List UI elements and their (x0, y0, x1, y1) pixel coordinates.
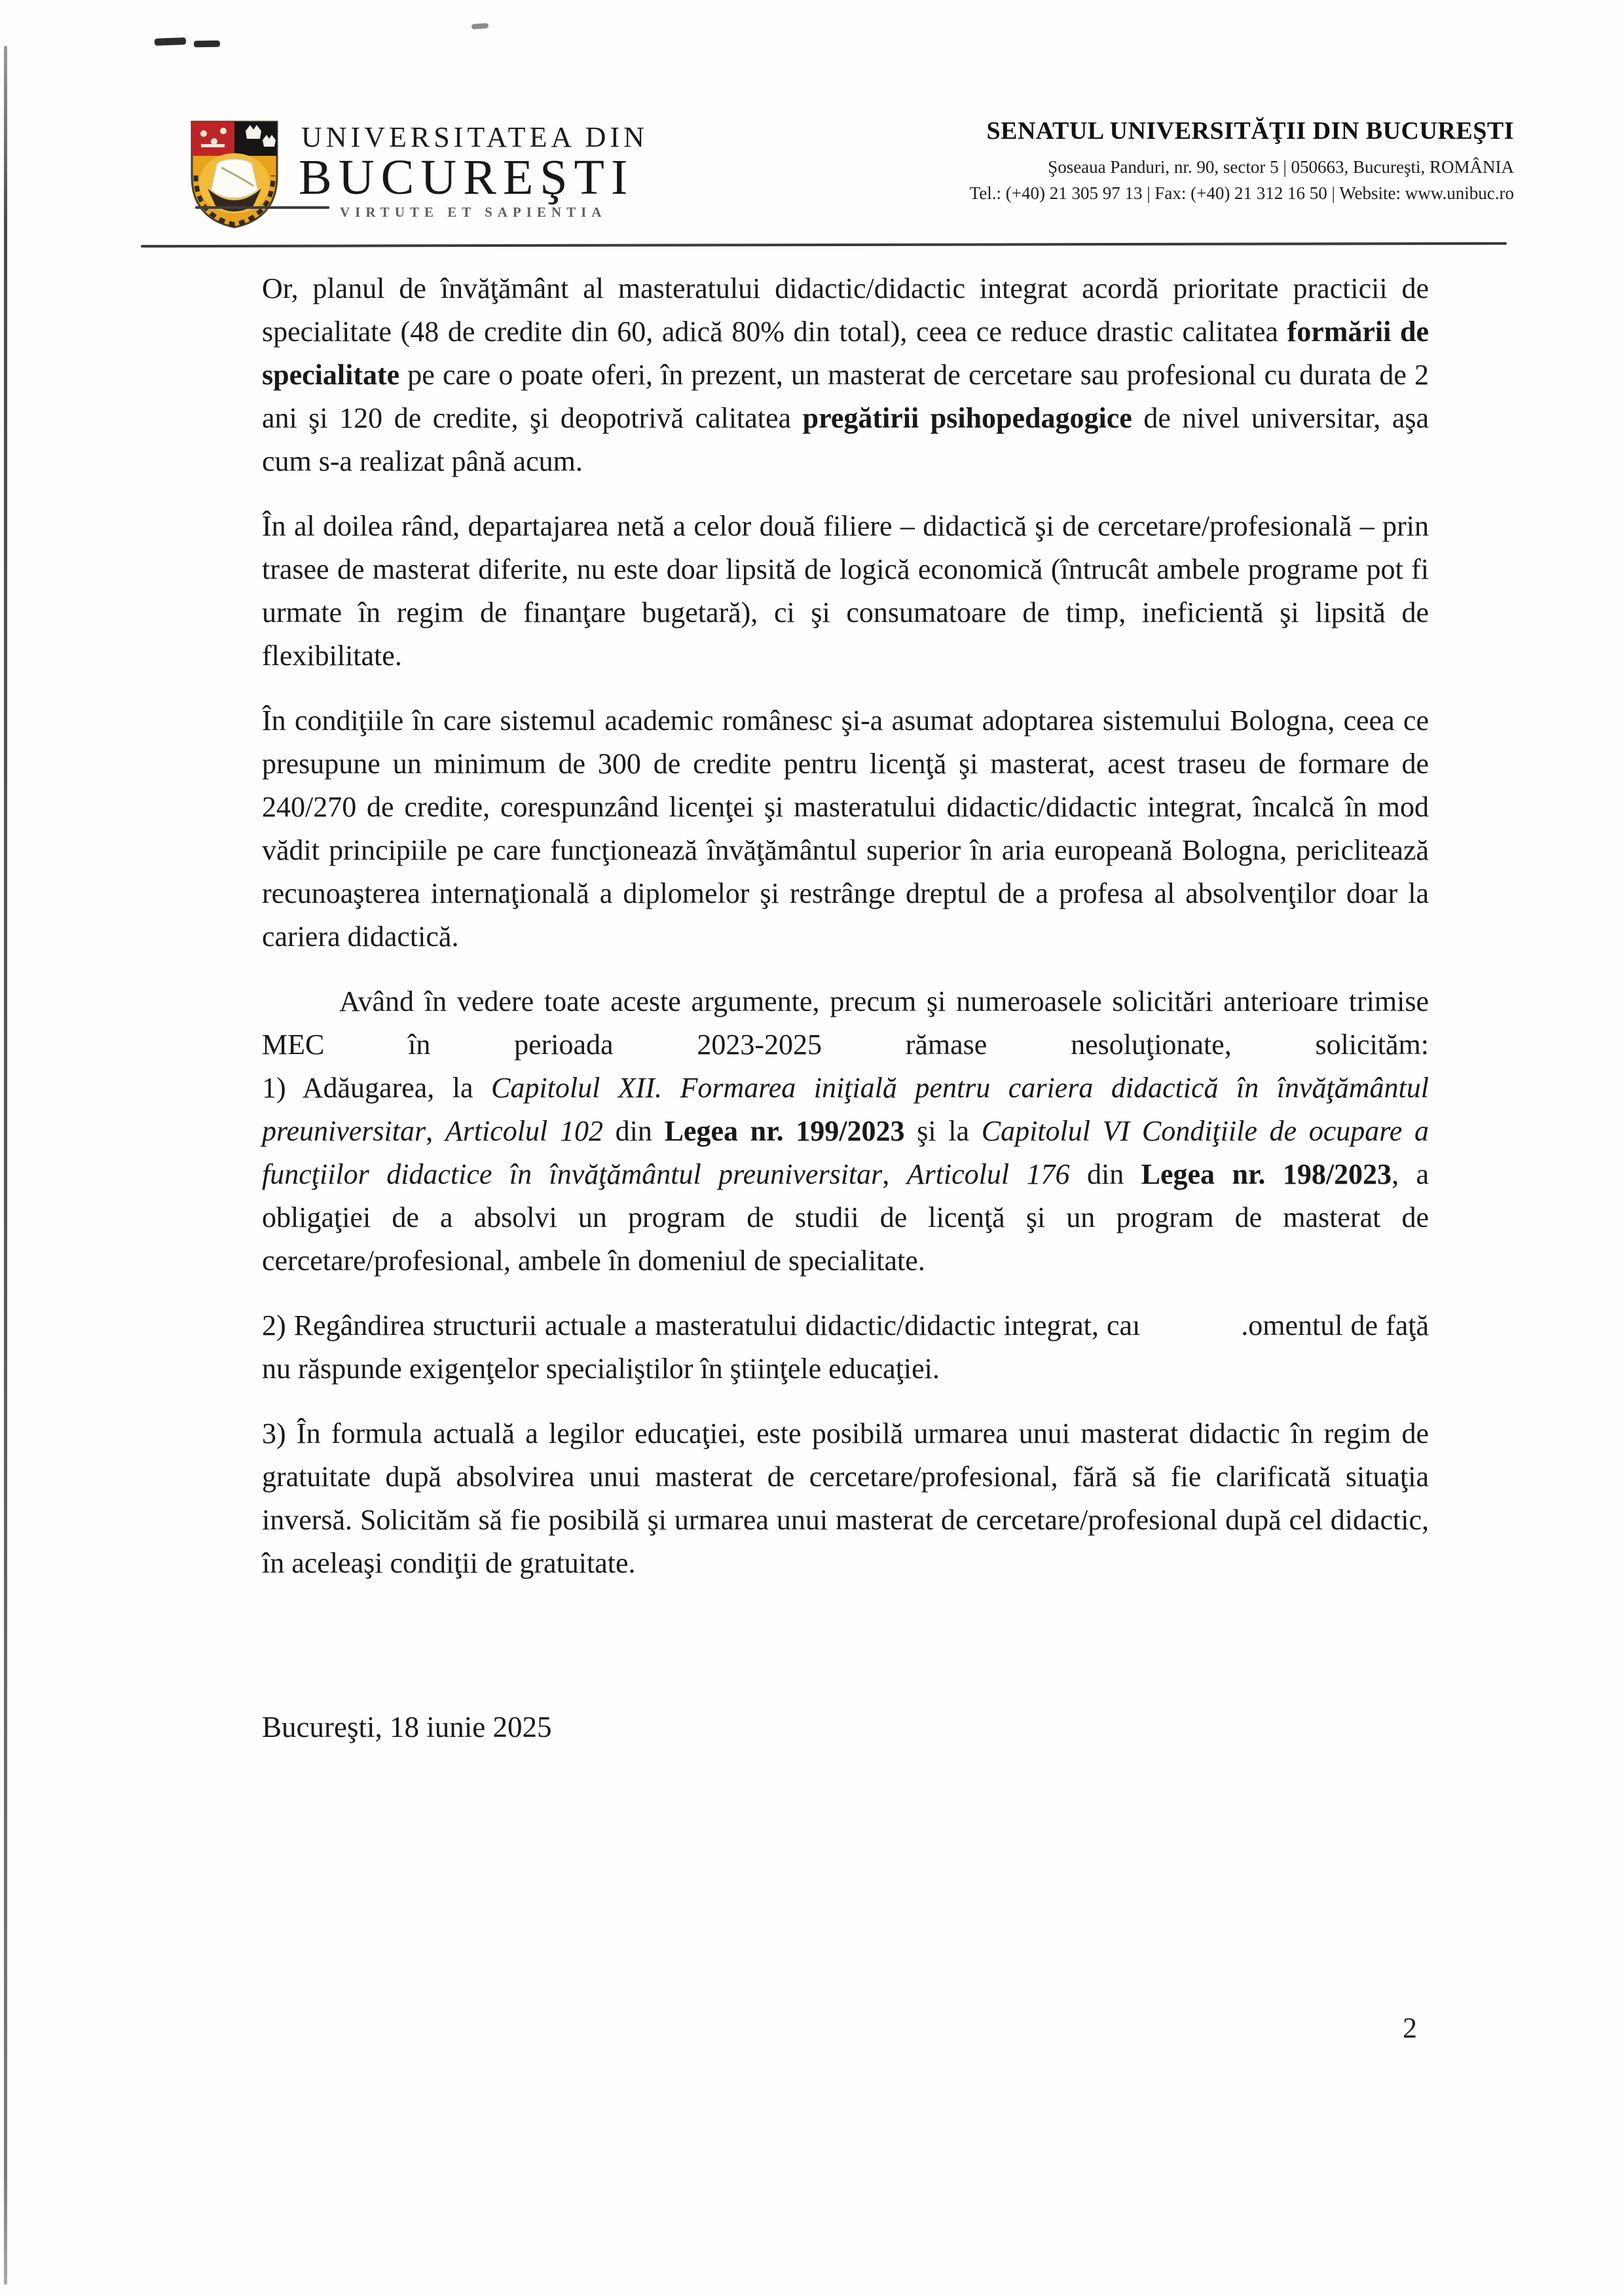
motto-divider-line (195, 206, 329, 209)
list-item-3: 3) În formula actuală a legilor educaţiei, este posibilă urmarea unui masterat didactic în regim de gratuitate după absolvirea unui masterat de cercetare/profesional, fără să fie clarificată situaţia inversă. Solicităm să fie posibilă şi urmarea unui masterat de cercetare/profesional după cel didactic, în aceleaşi condiţii de gratuitate. (262, 1417, 1429, 1579)
senate-title: SENATUL UNIVERSITĂŢII DIN BUCUREŞTI (986, 117, 1514, 145)
letter-body (262, 267, 1429, 1585)
paragraph-1: Or, planul de învăţământ al masteratului didactic/didactic integrat acordă prioritate practicii de specialitate (48 de credite din 60, adică 80% din total), ceea ce reduce drastic calitatea formării de specialitate pe care o poate oferi, în prezent, un masterat de cercetare sau profesional cu durata de 2 ani şi 120 de credite, şi deopotrivă calitatea pregătirii psihopedagogice de nivel universitar, aşa cum s-a realizat până acum. (262, 272, 1430, 477)
list-item-1: 1) Adăugarea, la Capitolul XII. Formarea iniţială pentru cariera didactică în învăţământul preuniversitar, Articolul 102 din Legea nr. 199/2023 şi la Capitolul VI Condiţiile de ocupare a funcţiilor didactice în învăţământul preuniversitar, Articolul 176 din Legea nr. 198/2023, a obligaţiei de a absolvi un program de studii de licenţă şi un program de masterat de cercetare/profesional, ambele în domeniul de specialitate. (262, 1072, 1430, 1277)
date-place-line: Bucureşti, 18 iunie 2025 (262, 1711, 552, 1743)
scan-mark (194, 41, 220, 48)
paragraph-3: În condiţiile în care sistemul academic românesc şi-a asumat adoptarea sistemului Bologna, ceea ce presupune un minimum de 300 de credite pentru licenţă şi masterat, acest traseu de formare de 240/270 de credite, corespunzând licenţei şi masteratului didactic/didactic integrat, încalcă în mod vădit principiile pe care funcţionează învăţământul superior în aria europeană Bologna, periclitează recunoaşterea internaţională a diplomelor şi restrânge dreptul de a profesa al absolvenţilor doar la cariera didactică. (262, 704, 1429, 953)
university-name-line2: BUCUREŞTI (299, 150, 635, 205)
senate-block (970, 117, 1514, 204)
page-number: 2 (1403, 2012, 1417, 2044)
header-divider (141, 242, 1507, 247)
senate-address: Şoseaua Panduri, nr. 90, sector 5 | 050663, Bucureşti, ROMÂNIA (1048, 157, 1514, 177)
motto (195, 204, 606, 221)
paragraph-4-intro: Având în vedere toate aceste argumente, precum şi numeroasele solicitări anterioare trimise MEC în perioada 2023-2025 rămase nesoluţionate, solicităm: (262, 985, 1429, 1061)
scan-edge-artifact (4, 46, 7, 2285)
paragraph-2: În al doilea rând, departajarea netă a celor două filiere – didactică şi de cercetare/profesională – prin trasee de masterat diferite, nu este doar lipsită de logică economică (întrucât ambele programe pot fi urmate în regim de finanţare bugetară), ci şi consumatoare de timp, ineficientă şi lipsită de flexibilitate. (262, 510, 1429, 672)
senate-contact: Tel.: (+40) 21 305 97 13 | Fax: (+40) 21 312 16 50 | Website: www.unibuc.ro (969, 183, 1514, 203)
scan-mark (155, 37, 186, 46)
scan-mark (471, 23, 489, 29)
motto-text: VIRTUTE ET SAPIENTIA (340, 204, 607, 220)
university-name-line1: UNIVERSITATEA DIN (301, 121, 648, 153)
list-item-2: 2) Regândirea structurii actuale a masteratului didactic/didactic integrat, caı .omentul de faţă nu răspunde exigenţelor specialiştilor în ştiinţele educaţiei. (262, 1309, 1429, 1385)
